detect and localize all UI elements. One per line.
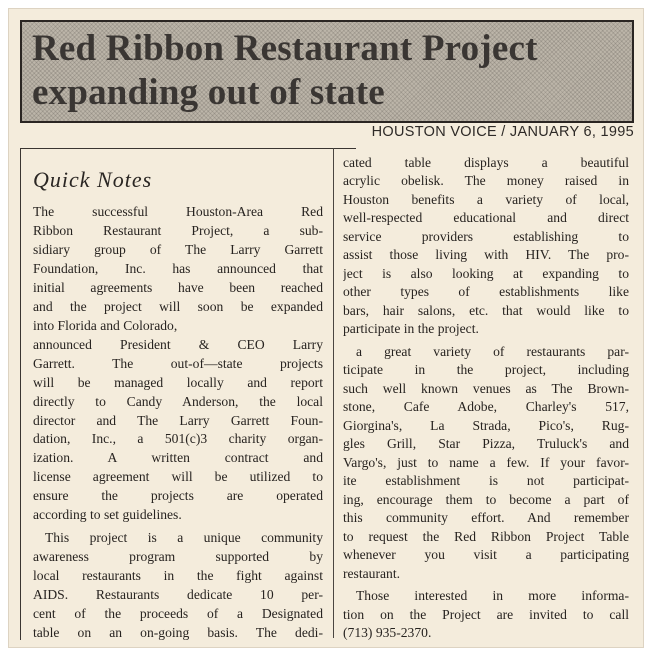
frame-top-rule	[20, 148, 356, 149]
body-line: bars, hair salons, etc. that would like to	[343, 302, 629, 318]
body-line: Ribbon Restaurant Project, a sub-	[33, 222, 323, 238]
body-line: Vargo's, just to name a few. If your favor-	[343, 454, 629, 470]
body-line: directly to Candy Anderson, the local	[33, 393, 323, 409]
body-line: stone, Cafe Adobe, Charley's 517,	[343, 399, 629, 415]
body-line: The successful Houston-Area Red	[33, 204, 323, 219]
body-line: acrylic obelisk. The money raised in	[343, 173, 629, 189]
body-line: ization. A written contract and	[33, 450, 323, 466]
body-line: and the project will soon be expanded	[33, 298, 323, 314]
body-line: other types of establishments like	[343, 284, 629, 300]
body-line: well-respected educational and direct	[343, 210, 629, 226]
body-line: tion on the Project are invited to call	[343, 606, 629, 622]
body-line: restaurant.	[343, 565, 400, 581]
body-line: cated table displays a beautiful	[343, 155, 629, 170]
body-line: according to set guidelines.	[33, 507, 182, 523]
body-line: ticipate in the project, including	[343, 362, 629, 378]
body-line: into Florida and Colorado,	[33, 317, 178, 333]
body-line: assist those living with HIV. The pro-	[343, 247, 629, 263]
column-divider	[333, 148, 334, 638]
body-line: table on an on-going basis. The dedi-	[33, 625, 323, 640]
source-dateline: HOUSTON VOICE / JANUARY 6, 1995	[371, 124, 634, 140]
headline-line-2: expanding out of state	[32, 72, 385, 113]
body-line: (713) 935-2370.	[343, 625, 432, 640]
body-line: sidiary group of The Larry Garrett	[33, 241, 323, 257]
body-line: AIDS. Restaurants dedicate 10 per-	[33, 587, 323, 603]
body-line: cent of the proceeds of a Designated	[33, 606, 323, 622]
body-line: to request the Red Ribbon Project Table	[343, 528, 629, 544]
headline-box	[20, 20, 634, 123]
body-line: dation, Inc., a 501(c)3 charity organ-	[33, 431, 323, 447]
body-line: ing, encourage them to become a part of	[343, 491, 629, 507]
body-line: gles Grill, Star Pizza, Truluck's and	[343, 436, 629, 452]
body-line: ite establishment is not participat-	[343, 473, 629, 489]
kicker-heading: Quick Notes	[33, 167, 153, 192]
headline-line-1: Red Ribbon Restaurant Project	[32, 28, 538, 69]
body-line: initial agreements have been reached	[33, 279, 323, 295]
body-line: announced President & CEO Larry	[33, 336, 323, 352]
body-line: such well known venues as The Brown-	[343, 380, 629, 396]
body-line: Foundation, Inc. has announced that	[33, 260, 323, 276]
body-line: Garrett. The out-of—state projects	[33, 355, 323, 371]
body-line: participate in the project.	[343, 321, 479, 337]
body-line: whenever you visit a participating	[343, 547, 629, 563]
body-line: license agreement will be utilized to	[33, 469, 323, 485]
body-line: director and The Larry Garrett Foun-	[33, 412, 323, 428]
body-line: will be managed locally and report	[33, 374, 323, 390]
frame-left-rule	[20, 148, 21, 640]
body-line: ject is also looking at expanding to	[343, 265, 629, 281]
body-line: Giorgina's, La Strada, Pico's, Rug-	[343, 417, 629, 433]
body-line: awareness program supported by	[33, 549, 323, 565]
body-line: service providers establishing to	[343, 228, 629, 244]
body-line: local restaurants in the fight against	[33, 568, 323, 584]
body-line: a great variety of restaurants par-	[356, 343, 629, 359]
body-line: Those interested in more informa-	[356, 588, 629, 604]
body-line: Houston benefits a variety of local,	[343, 191, 629, 207]
body-line: ensure the projects are operated	[33, 488, 323, 504]
body-line: this community effort. And remember	[343, 510, 629, 526]
body-line: This project is a unique community	[45, 530, 323, 546]
